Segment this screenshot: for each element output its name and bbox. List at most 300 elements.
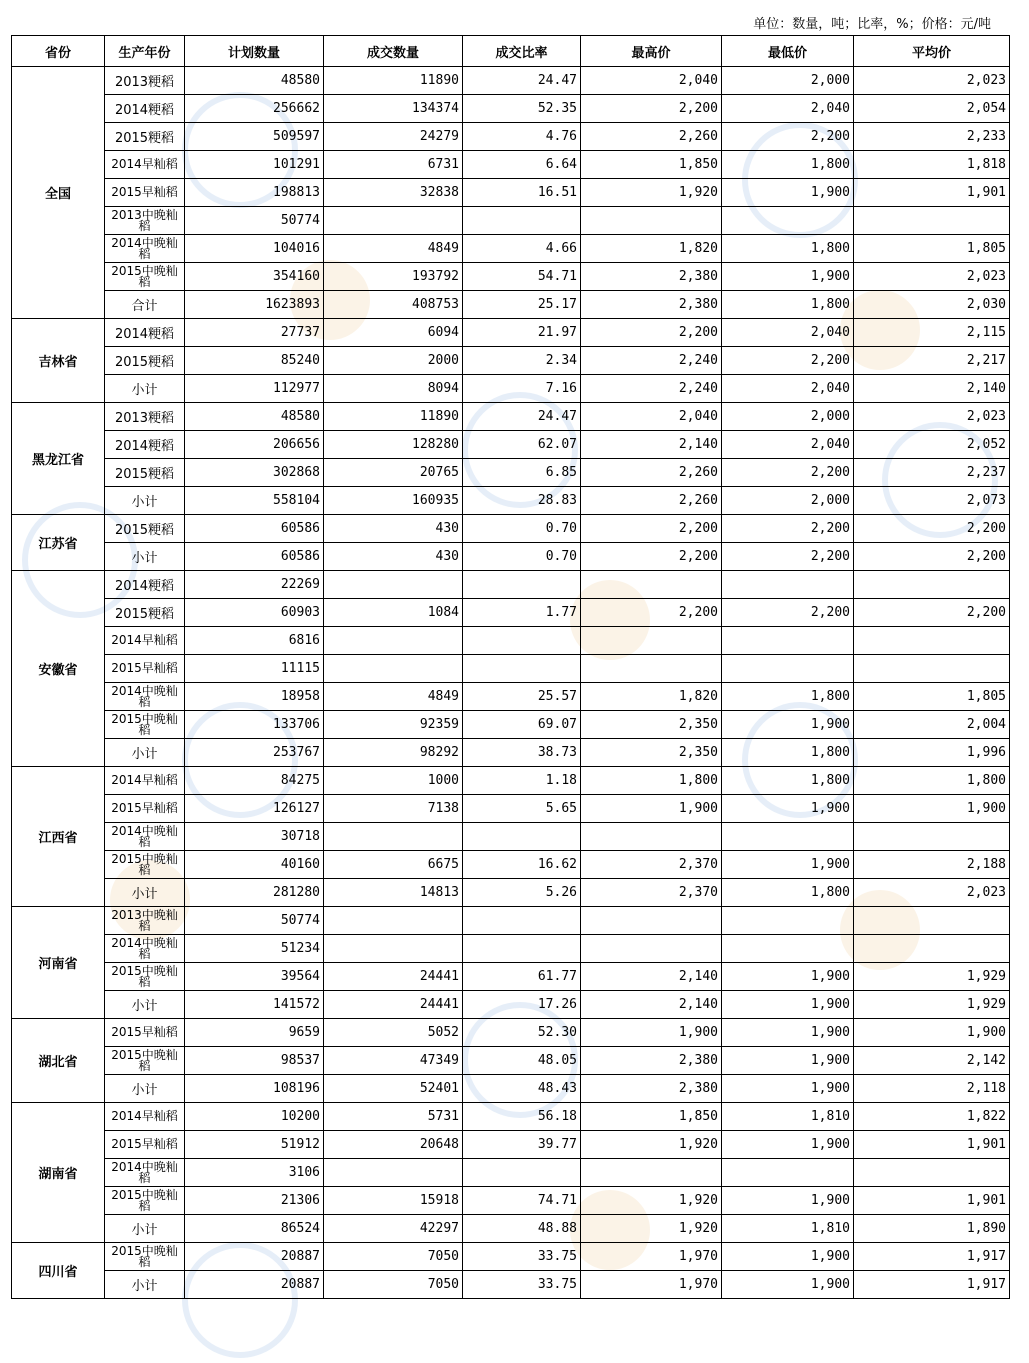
avg-price-cell: 2,118 (854, 1075, 1010, 1103)
max-price-cell: 2,260 (581, 487, 722, 515)
avg-price-cell: 2,200 (854, 543, 1010, 571)
table-row (12, 683, 1010, 711)
production-year-cell (105, 179, 185, 207)
avg-price-cell: 2,140 (854, 375, 1010, 403)
header-trade-ratio: 成交比率 (463, 36, 581, 67)
planned-qty-cell: 112977 (185, 375, 324, 403)
production-year-cell: 小计 (105, 879, 185, 907)
table-row (12, 907, 1010, 935)
trade-ratio-cell (463, 571, 581, 599)
traded-qty-cell: 11890 (324, 67, 463, 95)
max-price-cell (581, 907, 722, 935)
planned-qty-cell: 108196 (185, 1075, 324, 1103)
max-price-cell: 2,140 (581, 431, 722, 459)
traded-qty-cell: 20765 (324, 459, 463, 487)
trade-ratio-cell: 0.70 (463, 543, 581, 571)
header-province: 省份 (12, 36, 105, 67)
max-price-cell: 1,920 (581, 1187, 722, 1215)
traded-qty-cell (324, 207, 463, 235)
avg-price-cell: 1,901 (854, 179, 1010, 207)
min-price-cell: 1,800 (722, 683, 854, 711)
trade-ratio-cell: 38.73 (463, 739, 581, 767)
province-cell: 全国 (12, 67, 105, 319)
province-cell: 湖北省 (12, 1019, 105, 1103)
header-row (12, 36, 1010, 67)
avg-price-cell (854, 571, 1010, 599)
table-row (12, 235, 1010, 263)
production-year-cell (105, 795, 185, 823)
production-year-cell (105, 963, 185, 991)
trade-ratio-cell: 21.97 (463, 319, 581, 347)
avg-price-cell (854, 207, 1010, 235)
planned-qty-cell: 98537 (185, 1047, 324, 1075)
max-price-cell: 2,370 (581, 851, 722, 879)
planned-qty-cell: 22269 (185, 571, 324, 599)
production-year-label: 2013中晚籼稻 (111, 907, 178, 933)
trade-ratio-cell: 2.34 (463, 347, 581, 375)
header-planned-qty: 计划数量 (185, 36, 324, 67)
min-price-cell: 1,800 (722, 767, 854, 795)
production-year-cell (105, 711, 185, 739)
production-year-cell (105, 1131, 185, 1159)
max-price-cell: 2,350 (581, 739, 722, 767)
avg-price-cell (854, 627, 1010, 655)
max-price-cell: 1,900 (581, 1019, 722, 1047)
production-year-cell: 2014粳稻 (105, 431, 185, 459)
max-price-cell: 2,260 (581, 459, 722, 487)
planned-qty-cell: 18958 (185, 683, 324, 711)
min-price-cell: 2,200 (722, 599, 854, 627)
production-year-cell: 小计 (105, 739, 185, 767)
trade-ratio-cell: 6.85 (463, 459, 581, 487)
traded-qty-cell: 15918 (324, 1187, 463, 1215)
header-min-price: 最低价 (722, 36, 854, 67)
traded-qty-cell: 98292 (324, 739, 463, 767)
max-price-cell: 1,820 (581, 235, 722, 263)
planned-qty-cell: 10200 (185, 1103, 324, 1131)
max-price-cell: 2,200 (581, 599, 722, 627)
avg-price-cell: 1,890 (854, 1215, 1010, 1243)
avg-price-cell: 2,200 (854, 599, 1010, 627)
production-year-cell: 小计 (105, 543, 185, 571)
max-price-cell: 1,920 (581, 1215, 722, 1243)
avg-price-cell: 2,030 (854, 291, 1010, 319)
table-row (12, 711, 1010, 739)
trade-ratio-cell: 25.57 (463, 683, 581, 711)
max-price-cell: 2,240 (581, 347, 722, 375)
min-price-cell (722, 823, 854, 851)
production-year-cell (105, 151, 185, 179)
min-price-cell: 1,900 (722, 1075, 854, 1103)
production-year-label: 2015早籼稻 (111, 185, 178, 199)
avg-price-cell: 1,917 (854, 1243, 1010, 1271)
production-year-cell: 2014粳稻 (105, 571, 185, 599)
max-price-cell: 2,200 (581, 543, 722, 571)
table-row (12, 515, 1010, 543)
traded-qty-cell: 5731 (324, 1103, 463, 1131)
avg-price-cell: 2,052 (854, 431, 1010, 459)
province-cell: 黑龙江省 (12, 403, 105, 515)
production-year-cell (105, 263, 185, 291)
traded-qty-cell (324, 571, 463, 599)
min-price-cell: 1,800 (722, 879, 854, 907)
avg-price-cell: 1,800 (854, 767, 1010, 795)
grain-auction-table (11, 35, 1010, 1299)
max-price-cell: 2,350 (581, 711, 722, 739)
traded-qty-cell: 92359 (324, 711, 463, 739)
trade-ratio-cell (463, 823, 581, 851)
trade-ratio-cell: 5.65 (463, 795, 581, 823)
planned-qty-cell: 50774 (185, 207, 324, 235)
traded-qty-cell: 430 (324, 515, 463, 543)
trade-ratio-cell: 16.62 (463, 851, 581, 879)
production-year-cell (105, 1187, 185, 1215)
min-price-cell: 1,900 (722, 1243, 854, 1271)
table-row (12, 1019, 1010, 1047)
table-row (12, 263, 1010, 291)
table-row (12, 627, 1010, 655)
min-price-cell: 1,810 (722, 1103, 854, 1131)
table-row (12, 655, 1010, 683)
trade-ratio-cell (463, 627, 581, 655)
min-price-cell: 2,040 (722, 95, 854, 123)
planned-qty-cell: 281280 (185, 879, 324, 907)
avg-price-cell: 2,200 (854, 515, 1010, 543)
table-row (12, 823, 1010, 851)
table-row (12, 1243, 1010, 1271)
avg-price-cell: 2,023 (854, 879, 1010, 907)
production-year-cell (105, 1103, 185, 1131)
planned-qty-cell: 11115 (185, 655, 324, 683)
min-price-cell: 1,900 (722, 851, 854, 879)
trade-ratio-cell (463, 935, 581, 963)
traded-qty-cell: 47349 (324, 1047, 463, 1075)
min-price-cell: 2,000 (722, 67, 854, 95)
traded-qty-cell: 52401 (324, 1075, 463, 1103)
max-price-cell: 1,850 (581, 1103, 722, 1131)
table-body (12, 67, 1010, 1299)
max-price-cell (581, 571, 722, 599)
trade-ratio-cell: 52.30 (463, 1019, 581, 1047)
avg-price-cell: 1,900 (854, 1019, 1010, 1047)
min-price-cell (722, 571, 854, 599)
traded-qty-cell: 24441 (324, 991, 463, 1019)
planned-qty-cell: 50774 (185, 907, 324, 935)
traded-qty-cell: 1000 (324, 767, 463, 795)
min-price-cell: 1,900 (722, 795, 854, 823)
province-cell: 吉林省 (12, 319, 105, 403)
trade-ratio-cell (463, 207, 581, 235)
production-year-label: 2014中晚籼稻 (111, 235, 178, 261)
production-year-cell (105, 683, 185, 711)
min-price-cell: 1,900 (722, 1131, 854, 1159)
planned-qty-cell: 256662 (185, 95, 324, 123)
trade-ratio-cell: 48.05 (463, 1047, 581, 1075)
production-year-label: 2014早籼稻 (111, 773, 178, 787)
trade-ratio-cell: 4.76 (463, 123, 581, 151)
trade-ratio-cell: 25.17 (463, 291, 581, 319)
avg-price-cell: 2,115 (854, 319, 1010, 347)
min-price-cell: 2,200 (722, 123, 854, 151)
table-row (12, 319, 1010, 347)
avg-price-cell: 1,818 (854, 151, 1010, 179)
production-year-label: 2014早籼稻 (111, 633, 178, 647)
production-year-cell: 2015粳稻 (105, 459, 185, 487)
trade-ratio-cell: 1.77 (463, 599, 581, 627)
production-year-label: 2014中晚籼稻 (111, 683, 178, 709)
min-price-cell: 1,900 (722, 1271, 854, 1299)
trade-ratio-cell: 17.26 (463, 991, 581, 1019)
max-price-cell: 2,370 (581, 879, 722, 907)
production-year-label: 2014早籼稻 (111, 1109, 178, 1123)
planned-qty-cell: 198813 (185, 179, 324, 207)
min-price-cell: 2,200 (722, 459, 854, 487)
table-row (12, 459, 1010, 487)
production-year-cell: 2013粳稻 (105, 67, 185, 95)
min-price-cell: 1,800 (722, 739, 854, 767)
max-price-cell: 1,850 (581, 151, 722, 179)
planned-qty-cell: 48580 (185, 403, 324, 431)
avg-price-cell: 2,054 (854, 95, 1010, 123)
planned-qty-cell: 104016 (185, 235, 324, 263)
unit-note: 单位：数量，吨；比率，%；价格：元/吨 (753, 17, 991, 32)
planned-qty-cell: 20887 (185, 1243, 324, 1271)
traded-qty-cell (324, 823, 463, 851)
planned-qty-cell: 60903 (185, 599, 324, 627)
planned-qty-cell: 509597 (185, 123, 324, 151)
min-price-cell (722, 907, 854, 935)
table-row (12, 1103, 1010, 1131)
avg-price-cell: 1,929 (854, 963, 1010, 991)
table-row (12, 1215, 1010, 1243)
production-year-label: 2015早籼稻 (111, 801, 178, 815)
trade-ratio-cell (463, 1159, 581, 1187)
planned-qty-cell: 27737 (185, 319, 324, 347)
trade-ratio-cell: 1.18 (463, 767, 581, 795)
table-row (12, 431, 1010, 459)
production-year-cell (105, 851, 185, 879)
traded-qty-cell: 6675 (324, 851, 463, 879)
table-row (12, 1271, 1010, 1299)
province-cell: 江西省 (12, 767, 105, 907)
max-price-cell: 2,200 (581, 319, 722, 347)
traded-qty-cell: 4849 (324, 235, 463, 263)
min-price-cell (722, 935, 854, 963)
avg-price-cell (854, 823, 1010, 851)
min-price-cell (722, 1159, 854, 1187)
production-year-cell (105, 655, 185, 683)
production-year-label: 2014早籼稻 (111, 157, 178, 171)
trade-ratio-cell: 56.18 (463, 1103, 581, 1131)
traded-qty-cell: 7050 (324, 1243, 463, 1271)
planned-qty-cell: 51234 (185, 935, 324, 963)
min-price-cell: 1,900 (722, 991, 854, 1019)
trade-ratio-cell: 33.75 (463, 1243, 581, 1271)
production-year-cell: 小计 (105, 1271, 185, 1299)
traded-qty-cell: 24279 (324, 123, 463, 151)
max-price-cell: 2,260 (581, 123, 722, 151)
planned-qty-cell: 1623893 (185, 291, 324, 319)
max-price-cell: 1,920 (581, 179, 722, 207)
production-year-cell (105, 1047, 185, 1075)
planned-qty-cell: 48580 (185, 67, 324, 95)
min-price-cell: 2,200 (722, 515, 854, 543)
production-year-cell (105, 767, 185, 795)
max-price-cell: 2,240 (581, 375, 722, 403)
traded-qty-cell (324, 1159, 463, 1187)
production-year-label: 2015中晚籼稻 (111, 1047, 178, 1073)
trade-ratio-cell: 28.83 (463, 487, 581, 515)
table-row (12, 935, 1010, 963)
planned-qty-cell: 101291 (185, 151, 324, 179)
max-price-cell: 2,140 (581, 963, 722, 991)
avg-price-cell: 1,929 (854, 991, 1010, 1019)
planned-qty-cell: 558104 (185, 487, 324, 515)
trade-ratio-cell (463, 907, 581, 935)
avg-price-cell (854, 907, 1010, 935)
max-price-cell (581, 935, 722, 963)
planned-qty-cell: 21306 (185, 1187, 324, 1215)
production-year-label: 2015中晚籼稻 (111, 1187, 178, 1213)
table-row (12, 179, 1010, 207)
production-year-cell: 小计 (105, 991, 185, 1019)
production-year-cell (105, 1159, 185, 1187)
avg-price-cell: 2,023 (854, 263, 1010, 291)
table-row (12, 1075, 1010, 1103)
trade-ratio-cell: 0.70 (463, 515, 581, 543)
traded-qty-cell: 1084 (324, 599, 463, 627)
production-year-cell (105, 627, 185, 655)
max-price-cell: 1,900 (581, 795, 722, 823)
traded-qty-cell: 14813 (324, 879, 463, 907)
max-price-cell: 2,380 (581, 263, 722, 291)
avg-price-cell: 2,023 (854, 67, 1010, 95)
planned-qty-cell: 302868 (185, 459, 324, 487)
header-production-year: 生产年份 (105, 36, 185, 67)
table-row (12, 375, 1010, 403)
traded-qty-cell: 7138 (324, 795, 463, 823)
trade-ratio-cell: 69.07 (463, 711, 581, 739)
max-price-cell: 2,040 (581, 67, 722, 95)
traded-qty-cell: 24441 (324, 963, 463, 991)
min-price-cell: 2,200 (722, 347, 854, 375)
table-row (12, 291, 1010, 319)
traded-qty-cell (324, 627, 463, 655)
min-price-cell: 1,900 (722, 263, 854, 291)
traded-qty-cell: 193792 (324, 263, 463, 291)
production-year-label: 2015中晚籼稻 (111, 1243, 178, 1269)
planned-qty-cell: 206656 (185, 431, 324, 459)
production-year-cell: 2015粳稻 (105, 123, 185, 151)
production-year-cell: 小计 (105, 1215, 185, 1243)
table-row (12, 151, 1010, 179)
header-max-price: 最高价 (581, 36, 722, 67)
table-row (12, 123, 1010, 151)
avg-price-cell: 2,237 (854, 459, 1010, 487)
production-year-cell: 小计 (105, 375, 185, 403)
production-year-label: 2015早籼稻 (111, 1137, 178, 1151)
min-price-cell (722, 627, 854, 655)
table-row (12, 1047, 1010, 1075)
traded-qty-cell: 128280 (324, 431, 463, 459)
table-row (12, 571, 1010, 599)
avg-price-cell: 1,901 (854, 1187, 1010, 1215)
min-price-cell: 2,040 (722, 375, 854, 403)
min-price-cell: 1,800 (722, 151, 854, 179)
avg-price-cell: 1,996 (854, 739, 1010, 767)
province-cell: 四川省 (12, 1243, 105, 1299)
production-year-label: 2015早籼稻 (111, 661, 178, 675)
min-price-cell: 1,900 (722, 1047, 854, 1075)
production-year-cell (105, 823, 185, 851)
trade-ratio-cell: 48.43 (463, 1075, 581, 1103)
production-year-label: 2013中晚籼稻 (111, 207, 178, 233)
min-price-cell: 1,900 (722, 963, 854, 991)
avg-price-cell: 1,805 (854, 683, 1010, 711)
max-price-cell: 2,200 (581, 95, 722, 123)
traded-qty-cell: 4849 (324, 683, 463, 711)
max-price-cell: 2,140 (581, 991, 722, 1019)
table-row (12, 207, 1010, 235)
province-cell: 江苏省 (12, 515, 105, 571)
max-price-cell: 2,200 (581, 515, 722, 543)
table-row (12, 543, 1010, 571)
table-row (12, 767, 1010, 795)
traded-qty-cell: 42297 (324, 1215, 463, 1243)
min-price-cell (722, 207, 854, 235)
traded-qty-cell: 430 (324, 543, 463, 571)
production-year-cell: 2015粳稻 (105, 515, 185, 543)
trade-ratio-cell: 4.66 (463, 235, 581, 263)
planned-qty-cell: 141572 (185, 991, 324, 1019)
planned-qty-cell: 84275 (185, 767, 324, 795)
trade-ratio-cell: 39.77 (463, 1131, 581, 1159)
traded-qty-cell: 8094 (324, 375, 463, 403)
trade-ratio-cell: 52.35 (463, 95, 581, 123)
production-year-cell (105, 235, 185, 263)
production-year-cell: 2015粳稻 (105, 347, 185, 375)
production-year-cell (105, 935, 185, 963)
min-price-cell: 2,040 (722, 431, 854, 459)
trade-ratio-cell: 24.47 (463, 67, 581, 95)
table-row (12, 991, 1010, 1019)
min-price-cell: 2,000 (722, 403, 854, 431)
production-year-label: 2015中晚籼稻 (111, 851, 178, 877)
avg-price-cell (854, 1159, 1010, 1187)
traded-qty-cell: 7050 (324, 1271, 463, 1299)
traded-qty-cell: 134374 (324, 95, 463, 123)
table-row (12, 1131, 1010, 1159)
max-price-cell: 1,920 (581, 1131, 722, 1159)
header-avg-price: 平均价 (854, 36, 1010, 67)
production-year-label: 2015中晚籼稻 (111, 711, 178, 737)
min-price-cell: 2,000 (722, 487, 854, 515)
production-year-label: 2014中晚籼稻 (111, 935, 178, 961)
planned-qty-cell: 86524 (185, 1215, 324, 1243)
trade-ratio-cell: 6.64 (463, 151, 581, 179)
traded-qty-cell: 408753 (324, 291, 463, 319)
avg-price-cell: 2,142 (854, 1047, 1010, 1075)
max-price-cell: 1,820 (581, 683, 722, 711)
max-price-cell: 2,380 (581, 1075, 722, 1103)
province-cell: 安徽省 (12, 571, 105, 767)
avg-price-cell: 2,004 (854, 711, 1010, 739)
avg-price-cell: 2,233 (854, 123, 1010, 151)
planned-qty-cell: 354160 (185, 263, 324, 291)
table-row (12, 599, 1010, 627)
table-row (12, 487, 1010, 515)
production-year-cell (105, 907, 185, 935)
